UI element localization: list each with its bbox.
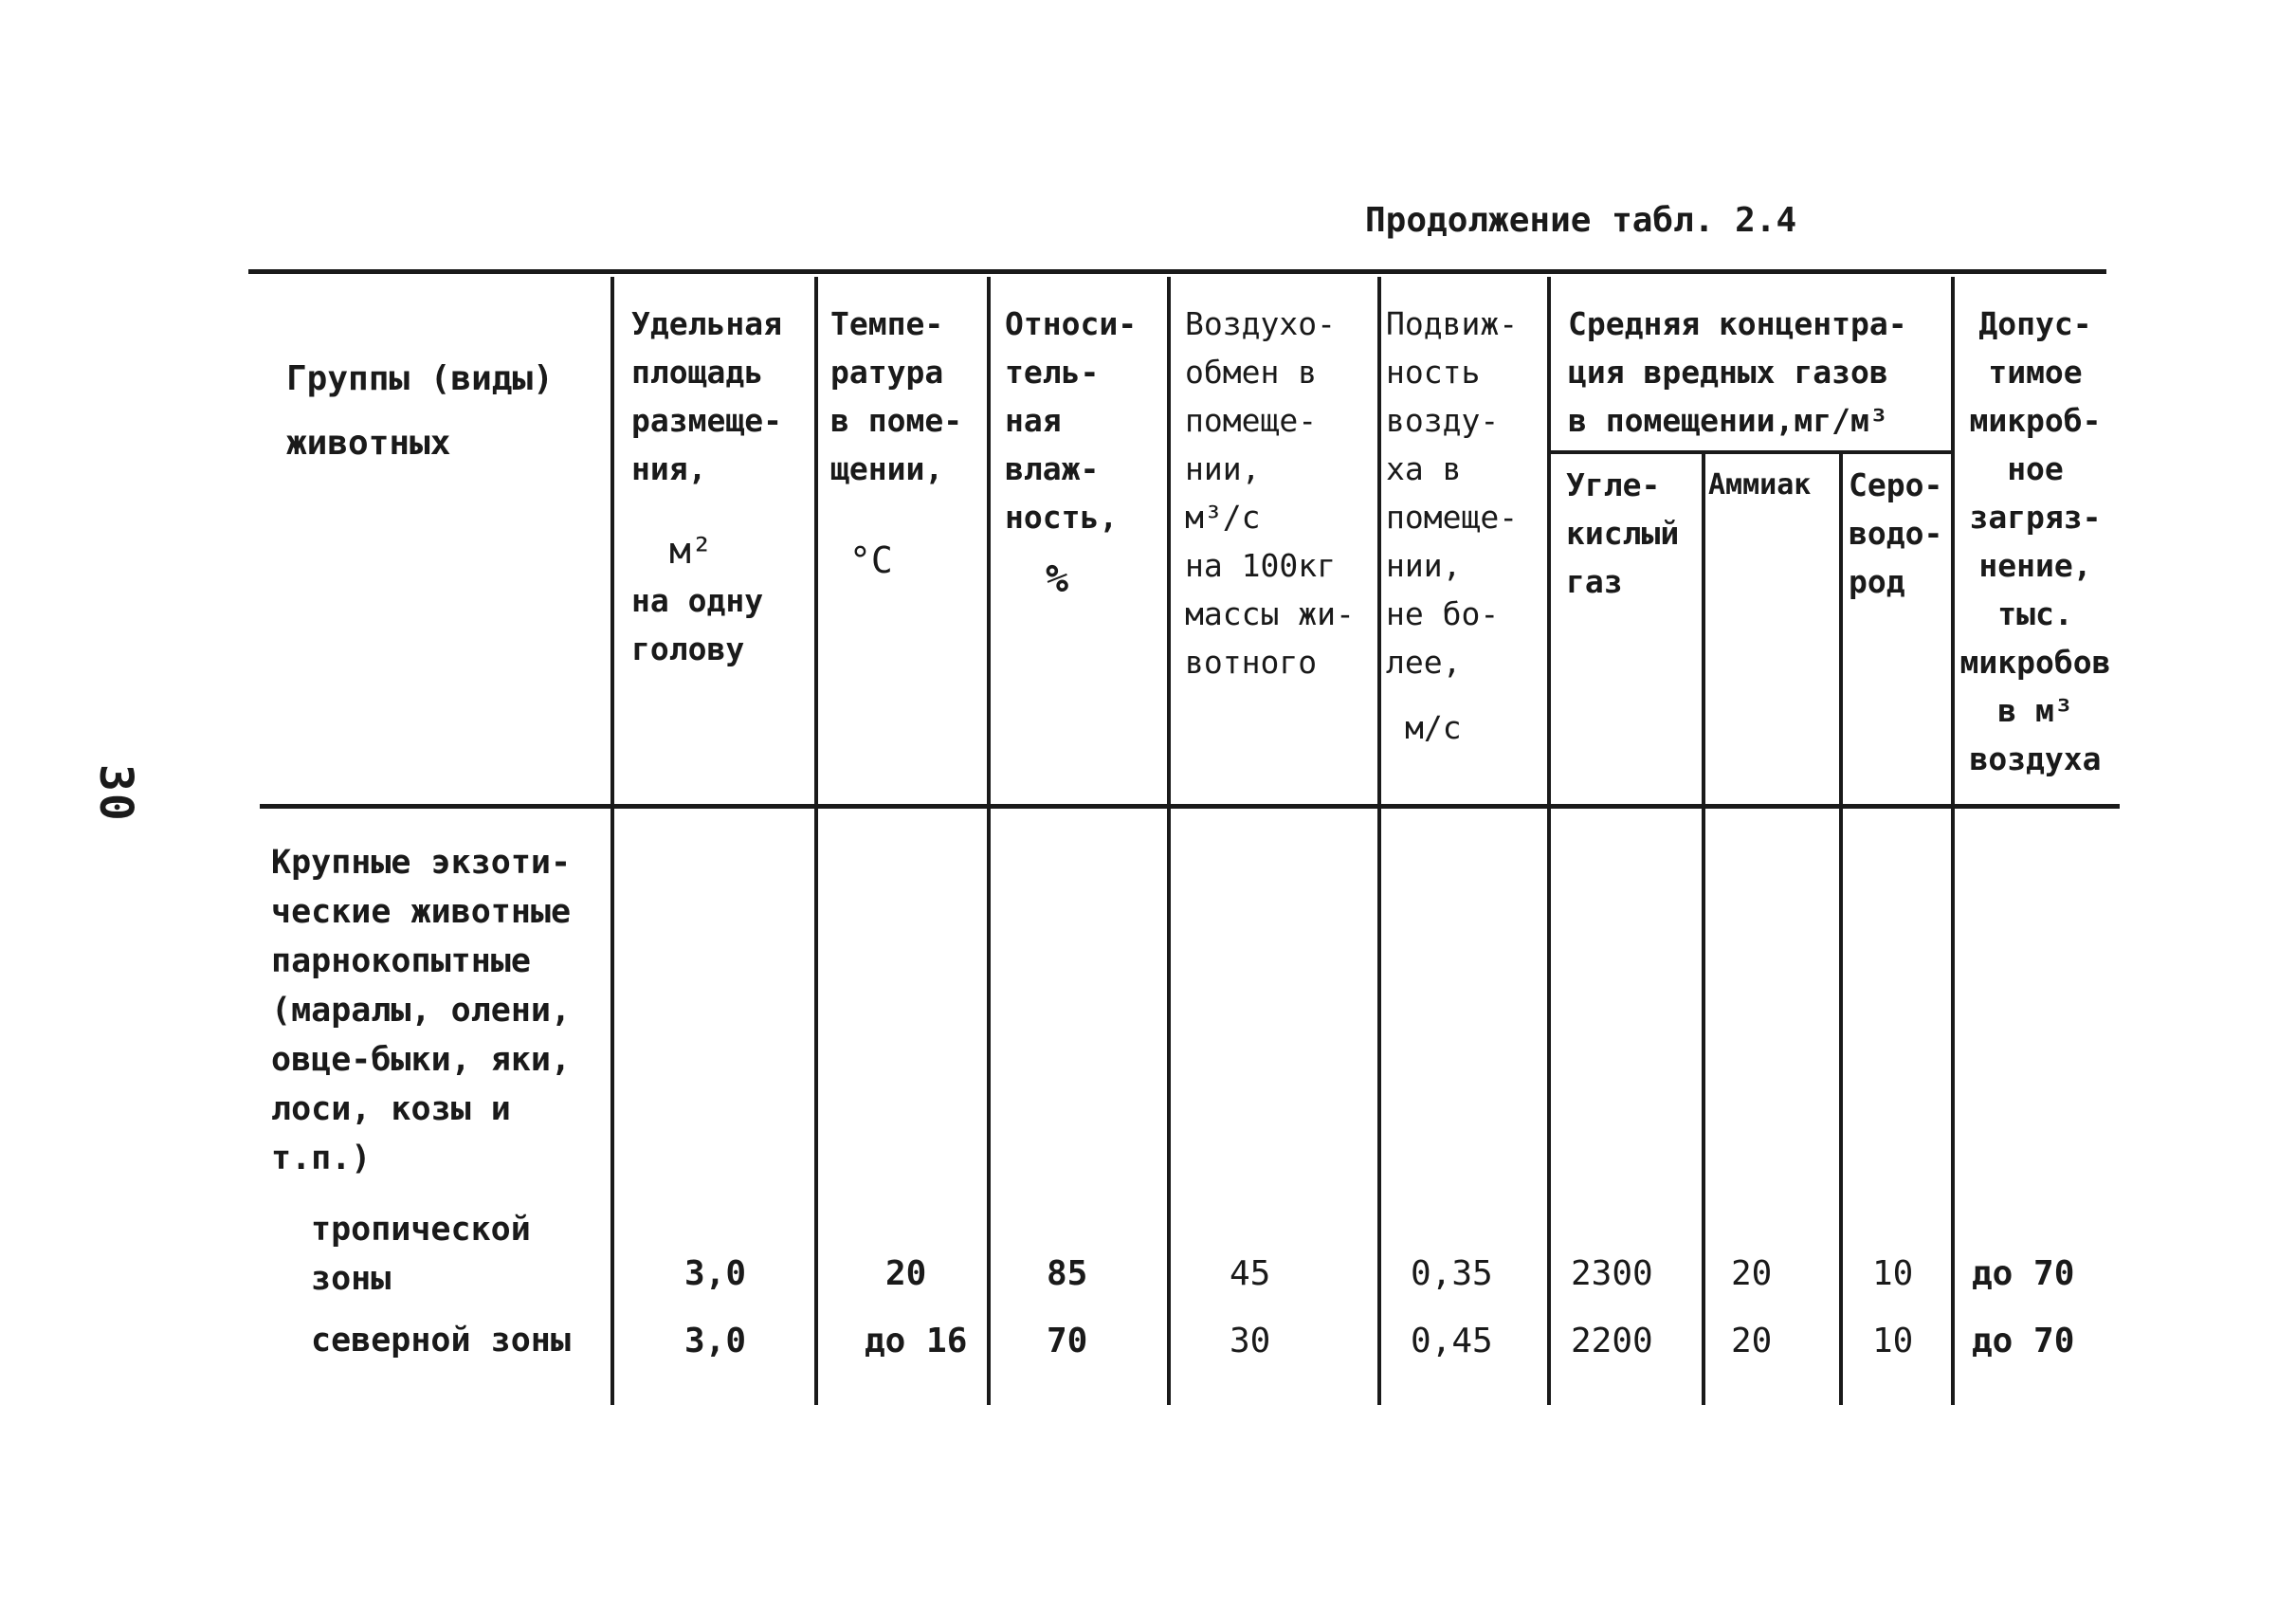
header-hydrogen-sulfide: Серо- водо- род [1849,466,1943,600]
header-humidity-unit: % [1046,557,1069,601]
cell-microbial-load: до 70 [1972,1254,2075,1293]
header-gas-concentration: Средняя концентра- ция вредных газов в помещении,мг/м³ [1568,305,1907,439]
page-number: 30 [89,764,142,823]
header-air-exchange: Воздухо- обмен в помеще- нии, м³/с на 100кг массы жи- вотного [1185,305,1355,681]
header-air-mobility-unit: м/с [1405,709,1462,746]
column-divider [1839,452,1843,1405]
cell-area: 3,0 [684,1322,747,1360]
header-area: Удельная площадь размеще- ния, [631,305,782,487]
cell-hydrogen-sulfide: 10 [1872,1322,1914,1360]
cell-carbon-dioxide: 2300 [1571,1254,1653,1293]
header-air-mobility: Подвиж- ность возду- ха в помеще- нии, не бо- лее, [1386,305,1519,681]
row-label: северной зоны [311,1322,571,1359]
header-carbon-dioxide: Угле- кислый газ [1566,466,1680,600]
column-divider [814,277,818,1405]
header-humidity: Относи- тель- ная влаж- ность, [1005,305,1138,536]
cell-microbial-load: до 70 [1972,1322,2075,1360]
column-divider [610,277,614,1405]
gas-group-rule [1547,450,1955,454]
cell-air-mobility: 0,35 [1411,1254,1493,1293]
cell-temperature: 20 [885,1254,927,1293]
column-divider [987,277,991,1405]
column-divider [1167,277,1171,1405]
cell-hydrogen-sulfide: 10 [1872,1254,1914,1293]
cell-temperature: до 16 [865,1322,968,1360]
column-divider [1547,277,1551,1405]
cell-ammonia: 20 [1731,1322,1773,1360]
row-label: тропической зоны [311,1211,531,1298]
column-divider [1377,277,1381,1405]
header-ammonia: Аммиак [1708,468,1812,502]
animal-group-title: Крупные экзоти- ческие животные парнокопытные (маралы, олени, овце-быки, яки, лоси, козы и т.п.) [271,844,572,1177]
cell-air-exchange: 30 [1230,1322,1271,1360]
cell-air-exchange: 45 [1230,1254,1271,1293]
cell-area: 3,0 [684,1254,747,1293]
cell-carbon-dioxide: 2200 [1571,1322,1653,1360]
header-area-tail: на одну голову [631,582,764,667]
header-group: Группы (виды) животных [286,359,554,463]
cell-humidity: 85 [1047,1254,1088,1293]
header-area-unit: м² [669,530,713,572]
header-microbial-load: Допус- тимое микроб- ное загряз- нение, тыс. микробов в м³ воздуха [1959,305,2111,777]
table-caption: Продолжение табл. 2.4 [1365,201,1797,240]
column-divider [1702,452,1705,1405]
cell-air-mobility: 0,45 [1411,1322,1493,1360]
cell-humidity: 70 [1047,1322,1088,1360]
cell-ammonia: 20 [1731,1254,1773,1293]
table-top-rule [248,269,2106,274]
header-temp: Темпе- ратура в поме- щении, [830,305,963,487]
header-temp-unit: °C [849,539,893,581]
